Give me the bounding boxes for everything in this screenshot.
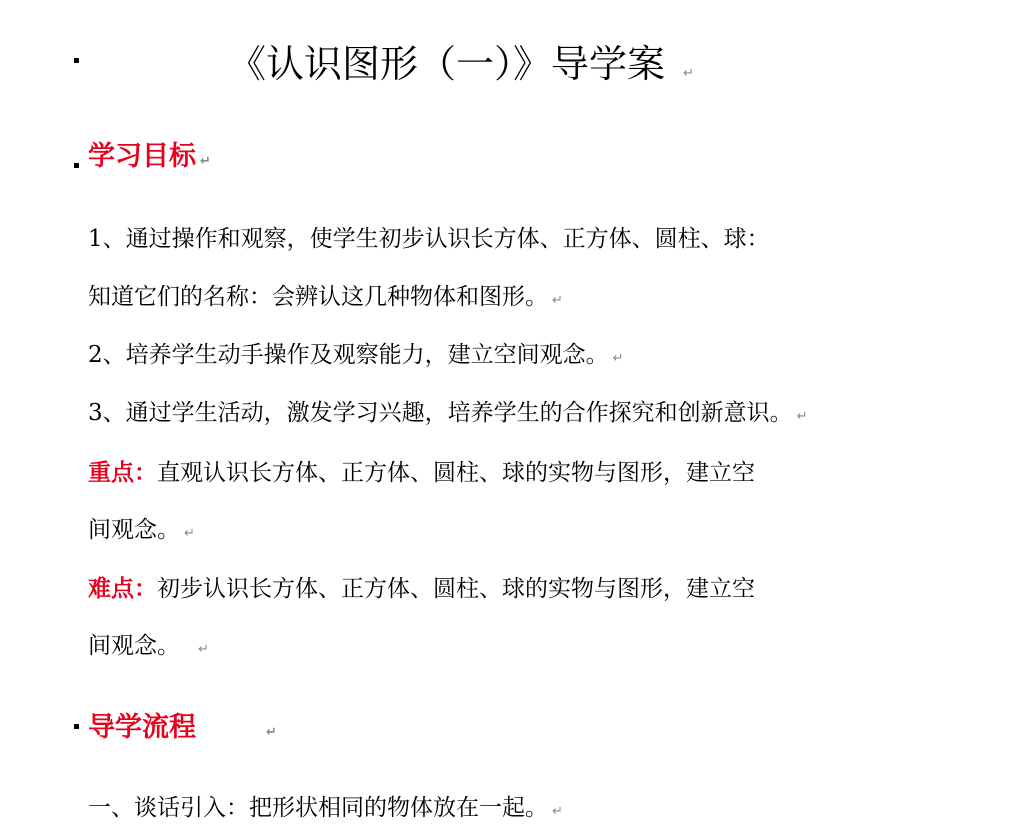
difficulty-line-1	[88, 574, 755, 604]
goal-1-line-2	[88, 282, 563, 316]
heading-text: 导学流程	[88, 712, 196, 743]
key-point-line-2	[88, 515, 195, 549]
paragraph-mark: ↵	[200, 154, 211, 169]
text: 2、培养学生动手操作及观察能力，建立空间观念。	[88, 342, 609, 368]
key-point-label: 重点：	[88, 459, 157, 486]
text: 初步认识长方体、正方体、圆柱、球的实物与图形，建立空	[157, 576, 755, 602]
section-heading-process	[88, 711, 277, 750]
paragraph-marker	[74, 58, 79, 63]
paragraph-marker	[74, 724, 79, 729]
text: 知道它们的名称：会辨认这几种物体和图形。	[88, 284, 548, 310]
key-point-line-1	[88, 458, 755, 488]
paragraph-marker	[74, 163, 79, 168]
goal-3	[88, 398, 808, 432]
paragraph-mark: ↵	[266, 725, 277, 740]
heading-text: 学习目标	[88, 141, 196, 172]
text: 间观念。	[88, 633, 180, 659]
paragraph-mark: ↵	[796, 409, 808, 424]
paragraph-mark: ↵	[552, 293, 563, 308]
paragraph-mark: ↵	[683, 66, 694, 81]
text: 3、通过学生活动，激发学习兴趣，培养学生的合作探究和创新意识。	[88, 400, 793, 426]
paragraph-mark: ↵	[612, 351, 624, 366]
step-1	[88, 793, 563, 827]
document-title	[228, 40, 694, 98]
title-text: 《认识图形（一）》导学案	[228, 42, 666, 86]
goal-2	[88, 340, 624, 374]
paragraph-mark: ↵	[184, 526, 195, 541]
text: 直观认识长方体、正方体、圆柱、球的实物与图形，建立空	[157, 460, 755, 486]
text: 间观念。	[88, 517, 180, 543]
text: 1、通过操作和观察，使学生初步认识长方体、正方体、圆柱、球：	[88, 226, 770, 252]
goal-1-line-1	[88, 224, 770, 254]
paragraph-mark: ↵	[198, 642, 209, 657]
section-heading-goals	[88, 140, 211, 179]
difficulty-label: 难点：	[88, 575, 157, 602]
paragraph-mark: ↵	[552, 804, 563, 819]
difficulty-line-2	[88, 631, 209, 665]
text: 一、谈话引入：把形状相同的物体放在一起。	[88, 795, 548, 821]
